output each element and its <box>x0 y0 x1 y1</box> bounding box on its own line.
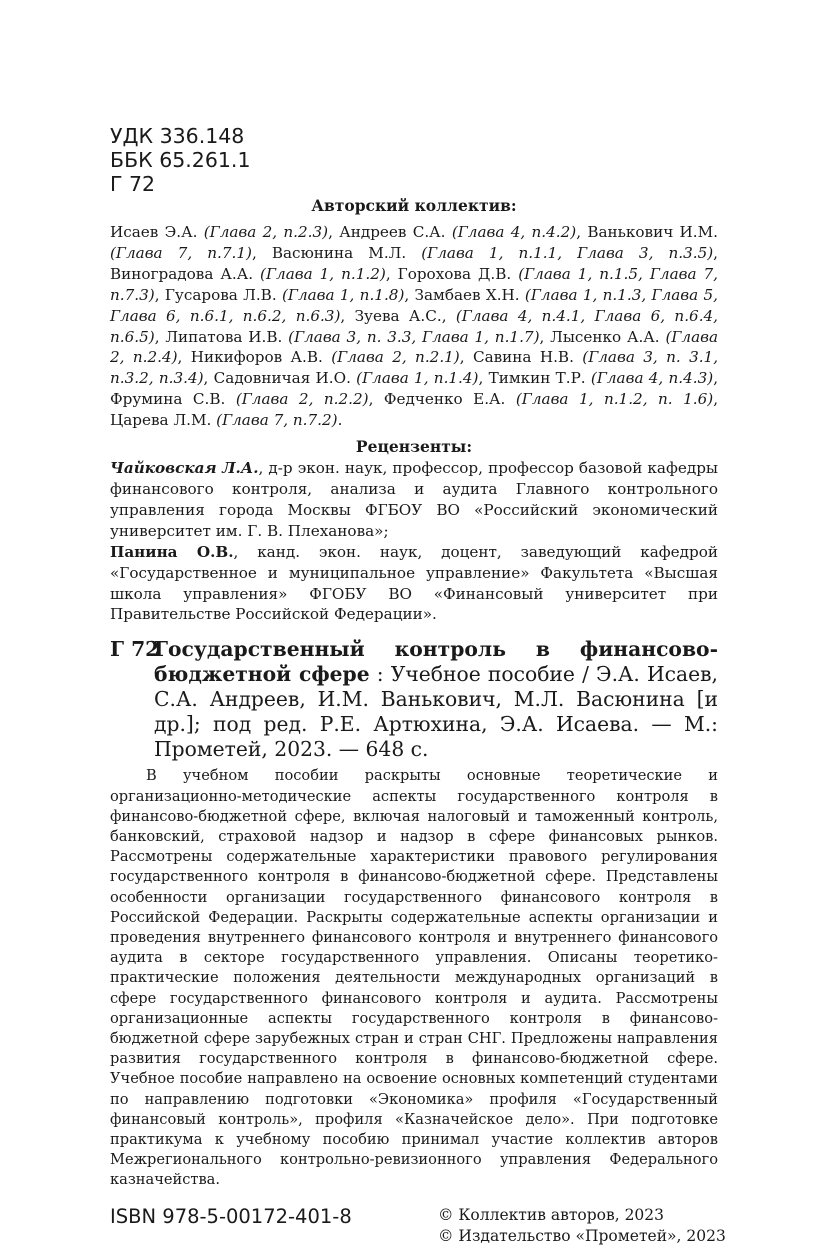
author-chapter: (Глава 1, п.1.4) <box>356 369 479 388</box>
author-name: Замбаев Х.Н. <box>414 285 520 304</box>
author-chapter: (Глава 1, п.1.2) <box>260 264 386 283</box>
author-name: Васюнина М.Л. <box>271 243 407 262</box>
author-chapter: (Глава 3, п. 3.3, Глава 1, п.1.7) <box>288 327 540 346</box>
annotation: В учебном пособии раскрыты основные теоретические и организационно-методические аспекты государственного контроля в финансово-бюджетной сфере, включая налоговый и таможенный контроль, банковский, страховой надзор и надзор в сфере финансовых рынков. Рассмотрены содержательные характеристики правового регулирования государственного контроля в финансово-бюджетной сфере. Представлены особенности организации государственного финансового контроля в Российской Федерации. Раскрыты содержательные аспекты организации и проведения внутреннего финансового контроля и внутреннего финансового аудита в секторе государственного управления. Описаны теоретико-практические положения деятельности международных организаций в сфере государственного финансового контроля и аудита. Рассмотрены организационные аспекты государственного контроля в финансово-бюджетной сфере зарубежных стран и стран СНГ. Предложены направления развития государственного контроля в финансово-бюджетной сфере. Учебное пособие направлено на освоение основных компетенций студентами по направлению подготовки «Экономика» профиля «Государственный финансовый контроль», профиля «Казначейское дело». При подготовке практикума к учебному пособию принимал участие коллектив авторов Межрегионального контрольно-ревизионного управления Федерального казначейства. <box>110 767 718 1189</box>
book-title: Государственный контроль в финансово-бюджетной сфере <box>154 637 718 687</box>
author-name: Липатова И.В. <box>165 327 283 346</box>
author-sign: Г 72 <box>110 172 156 196</box>
copyright-authors: © Коллектив авторов, 2023 <box>438 1206 665 1225</box>
classification-codes <box>110 124 718 196</box>
author-chapter: (Глава 4, п.4.1, Глава 6, п.6.4, п.6.5) <box>110 306 719 346</box>
udk-code: УДК 336.148 <box>110 124 245 148</box>
author-chapter: (Глава 4, п.4.3) <box>590 369 714 388</box>
author-name: Никифоров А.В. <box>190 348 323 367</box>
author-name: Горохова Д.В. <box>397 264 512 283</box>
author-name: Виноградова А.А. <box>110 264 254 283</box>
author-name: Садовничая И.О. <box>213 369 351 388</box>
author-chapter: (Глава 1, п.1.5, Глава 7, п.7.3) <box>110 264 719 304</box>
reviewers-heading: Рецензенты: <box>355 437 473 457</box>
author-chapter: (Глава 3, п. 3.1, п.3.2, п.3.4) <box>110 348 719 388</box>
author-name: Зуева А.С. <box>354 306 442 325</box>
copyright-block <box>438 1205 726 1247</box>
author-chapter: (Глава 7, п.7.1) <box>110 243 252 262</box>
author-chapter: (Глава 4, п.4.2) <box>451 223 577 241</box>
author-chapter: (Глава 2, п.2.1) <box>331 348 460 367</box>
reviewer-description: , д-р экон. наук, профессор, профессор базовой кафедры финансового контроля, анализа и аудита Главного контрольного управления города Москвы ФГБОУ ВО «Российский экономический университет им. Г. В. Плеханова»; <box>110 459 719 540</box>
author-chapter: (Глава 2, п.2.3) <box>203 223 329 241</box>
reviewer-description: , канд. экон. наук, доцент, заведующий кафедрой «Государственное и муниципальное управление» Факультета «Высшая школа управления» ФГОБУ ВО «Финансовый университет при Правительстве Российской Федерации». <box>110 542 719 624</box>
authors-heading: Авторский коллектив: <box>311 196 517 215</box>
author-name: Лысенко А.А. <box>550 327 660 346</box>
authors-list: Исаев Э.А. (Глава 2, п.2.3), Андреев С.А. (Глава 4, п.4.2), Ванькович И.М. (Глава 7, п.7.1), Васюнина М.Л. (Глава 1, п.1.1, Глава 3, п.3.5), Виноградова А.А. (Глава 1, п.1.2), Горохова Д.В. (Глава 1, п.1.5, Глава 7, п.7.3), Гусарова Л.В. (Глава 1, п.1.8), Замбаев Х.Н. (Глава 1, п.1.3, Глава 5, Глава 6, п.6.1, п.6.2, п.6.3), Зуева А.С., (Глава 4, п.4.1, Глава 6, п.6.4, п.6.5), Липатова И.В. (Глава 3, п. 3.3, Глава 1, п.1.7), Лысенко А.А. (Глава 2, п.2.4), Никифоров А.В. (Глава 2, п.2.1), Савина Н.В. (Глава 3, п. 3.1, п.3.2, п.3.4), Садовничая И.О. (Глава 1, п.1.4), Тимкин Т.Р. (Глава 4, п.4.3), Фрумина С.В. (Глава 2, п.2.2), Федченко Е.А. (Глава 1, п.1.2, п. 1.6), Царева Л.М. (Глава 7, п.7.2). <box>110 223 719 430</box>
author-name: Исаев Э.А. <box>110 223 198 241</box>
author-chapter: (Глава 2, п.2.2) <box>235 390 369 409</box>
bibliographic-entry <box>110 637 718 762</box>
reviewer-name: Чайковская Л.А. <box>110 459 259 478</box>
author-chapter: (Глава 1, п.1.1, Глава 3, п.3.5) <box>421 243 714 262</box>
entry-code: Г 72 <box>110 637 160 662</box>
reviewer-name: Панина О.В. <box>110 542 234 561</box>
author-name: Федченко Е.А. <box>383 390 506 409</box>
author-chapter: (Глава 1, п.1.2, п. 1.6) <box>515 390 714 409</box>
author-name: Фрумина С.В. <box>110 390 226 409</box>
bbk-code: ББК 65.261.1 <box>110 148 251 172</box>
author-name: Тимкин Т.Р. <box>488 369 586 388</box>
author-name: Савина Н.В. <box>472 348 574 367</box>
imprint-page <box>110 124 726 1259</box>
copyright-publisher: © Издательство «Прометей», 2023 <box>438 1227 726 1246</box>
author-name: Царева Л.М. <box>110 411 212 430</box>
entry-body <box>154 637 718 762</box>
author-name: Андреев С.А. <box>339 223 446 241</box>
author-name: Гусарова Л.В. <box>164 285 277 304</box>
author-chapter: (Глава 7, п.7.2) <box>216 411 338 430</box>
author-name: Ванькович И.М. <box>587 223 719 241</box>
reviewer-entry <box>110 458 718 542</box>
author-chapter: (Глава 1, п.1.8) <box>281 285 405 304</box>
book-details: : Учебное пособие / Э.А. Исаев, С.А. Андреев, И.М. Ванькович, М.Л. Васюнина [и др.]; под ред. Р.Е. Артюхина, Э.А. Исаева. — М.: Прометей, 2023. — 648 с. <box>154 662 718 762</box>
author-chapter: (Глава 2, п.2.4) <box>110 327 719 367</box>
footer <box>110 1205 726 1259</box>
author-chapter: (Глава 1, п.1.3, Глава 5, Глава 6, п.6.1, п.6.2, п.6.3) <box>110 285 719 325</box>
isbn: ISBN 978-5-00172-401-8 <box>110 1205 352 1229</box>
reviewer-entry <box>110 542 718 626</box>
